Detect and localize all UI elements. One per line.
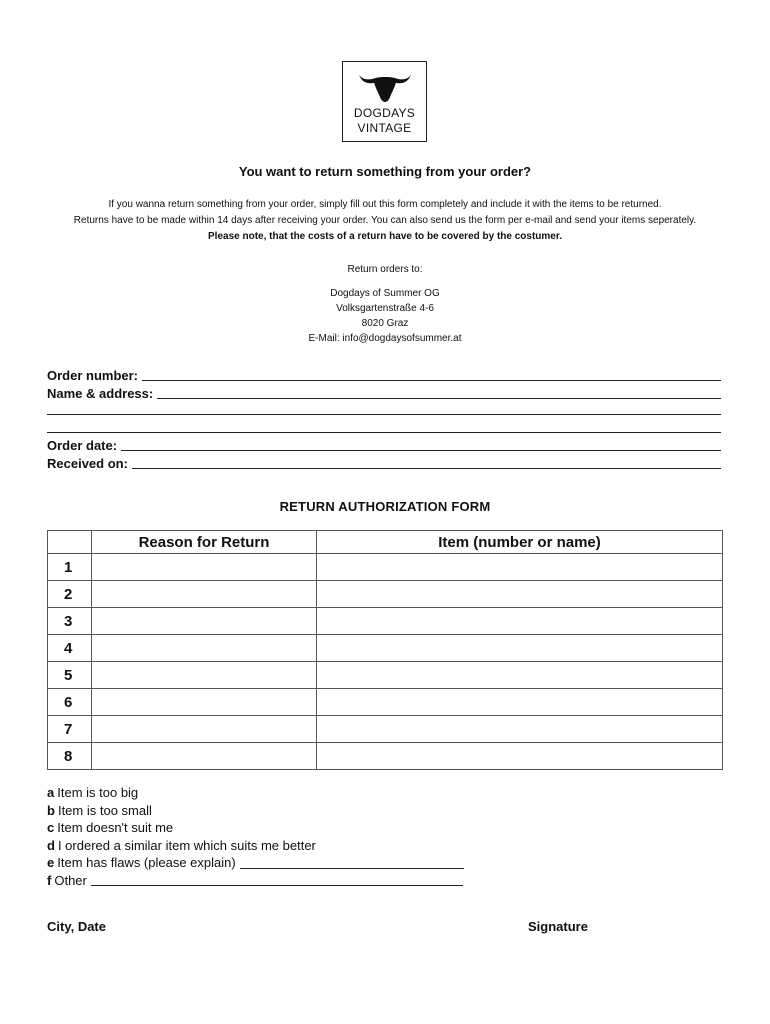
reason-key: d bbox=[47, 837, 55, 853]
order-date-label: Order date: bbox=[47, 438, 118, 453]
city-date-label: City, Date bbox=[47, 919, 106, 934]
brand-logo bbox=[342, 61, 427, 142]
name-address-line-2[interactable] bbox=[47, 414, 721, 415]
reason-item-c bbox=[47, 819, 464, 837]
flaws-explain-line[interactable] bbox=[240, 868, 464, 869]
reason-text: Other bbox=[54, 872, 87, 888]
reason-item-f bbox=[47, 872, 464, 890]
logo-line-1: DOGDAYS bbox=[353, 106, 416, 120]
reason-text: Item has flaws (please explain) bbox=[57, 855, 236, 870]
reason-cell[interactable] bbox=[92, 581, 317, 608]
other-reason-line[interactable] bbox=[91, 885, 463, 886]
reason-cell[interactable] bbox=[92, 554, 317, 581]
reason-key: e bbox=[47, 855, 55, 870]
page-title: You want to return something from your order? bbox=[238, 164, 532, 179]
table-row bbox=[48, 554, 723, 581]
order-number-label: Order number: bbox=[47, 368, 139, 383]
order-number-line[interactable] bbox=[142, 380, 721, 381]
row-number: 4 bbox=[48, 635, 92, 662]
table-row bbox=[48, 689, 723, 716]
table-row bbox=[48, 716, 723, 743]
item-cell[interactable] bbox=[317, 662, 723, 689]
reason-item-e bbox=[47, 854, 464, 872]
order-date-line[interactable] bbox=[121, 450, 721, 451]
item-cell[interactable] bbox=[317, 554, 723, 581]
reason-text: I ordered a similar item which suits me better bbox=[57, 837, 316, 853]
name-address-field[interactable] bbox=[47, 384, 721, 401]
intro-line-2: Returns have to be made within 14 days after receiving your order. You can also send us the form per e-mail and send your items seperately. bbox=[73, 215, 697, 226]
bull-head-icon bbox=[357, 70, 413, 104]
reason-key: c bbox=[47, 820, 55, 835]
return-address bbox=[0, 262, 770, 346]
item-cell[interactable] bbox=[317, 689, 723, 716]
reason-cell[interactable] bbox=[92, 716, 317, 743]
row-number: 2 bbox=[48, 581, 92, 608]
address-street: Volksgartenstraße 4-6 bbox=[336, 303, 434, 314]
reason-cell[interactable] bbox=[92, 608, 317, 635]
received-on-field[interactable] bbox=[47, 454, 721, 471]
reason-cell[interactable] bbox=[92, 635, 317, 662]
form-title: RETURN AUTHORIZATION FORM bbox=[279, 499, 491, 514]
order-number-field[interactable] bbox=[47, 366, 721, 383]
item-cell[interactable] bbox=[317, 608, 723, 635]
row-number: 5 bbox=[48, 662, 92, 689]
intro-line-1: If you wanna return something from your order, simply fill out this form completely and include it with the items to be returned. bbox=[108, 199, 662, 210]
row-number: 8 bbox=[48, 743, 92, 770]
item-cell[interactable] bbox=[317, 743, 723, 770]
table-header-row bbox=[48, 531, 723, 554]
reason-text: Item is too small bbox=[57, 802, 152, 818]
reason-key: a bbox=[47, 785, 55, 800]
reason-key: b bbox=[47, 802, 55, 818]
received-on-label: Received on: bbox=[47, 456, 128, 471]
reason-key: f bbox=[47, 872, 52, 888]
item-cell[interactable] bbox=[317, 635, 723, 662]
reason-text: Item is too big bbox=[57, 785, 139, 800]
address-heading: Return orders to: bbox=[347, 264, 423, 275]
reason-item-a bbox=[47, 784, 464, 802]
table-row bbox=[48, 662, 723, 689]
order-date-field[interactable] bbox=[47, 436, 721, 453]
intro-note: Please note, that the costs of a return have to be covered by the costumer. bbox=[208, 231, 562, 242]
reason-cell[interactable] bbox=[92, 743, 317, 770]
table-header-item: Item (number or name) bbox=[317, 531, 723, 554]
row-number: 6 bbox=[48, 689, 92, 716]
logo-line-2: VINTAGE bbox=[357, 121, 412, 135]
row-number: 1 bbox=[48, 554, 92, 581]
received-on-line[interactable] bbox=[132, 468, 721, 469]
table-header-number bbox=[48, 531, 92, 554]
address-company: Dogdays of Summer OG bbox=[330, 288, 440, 299]
name-address-line-3[interactable] bbox=[47, 432, 721, 433]
intro-text bbox=[0, 197, 770, 245]
reason-cell[interactable] bbox=[92, 689, 317, 716]
row-number: 3 bbox=[48, 608, 92, 635]
address-city: 8020 Graz bbox=[361, 318, 409, 329]
reason-legend bbox=[47, 784, 464, 889]
address-email: E-Mail: info@dogdaysofsummer.at bbox=[308, 333, 462, 344]
row-number: 7 bbox=[48, 716, 92, 743]
table-header-reason: Reason for Return bbox=[92, 531, 317, 554]
reason-item-b bbox=[47, 802, 464, 820]
name-address-line[interactable] bbox=[157, 398, 721, 399]
table-row bbox=[48, 608, 723, 635]
table-row bbox=[48, 743, 723, 770]
reason-text: Item doesn't suit me bbox=[57, 820, 174, 835]
table-row bbox=[48, 581, 723, 608]
reason-item-d bbox=[47, 837, 464, 855]
reason-cell[interactable] bbox=[92, 662, 317, 689]
return-table bbox=[47, 530, 723, 770]
item-cell[interactable] bbox=[317, 716, 723, 743]
table-row bbox=[48, 635, 723, 662]
name-address-label: Name & address: bbox=[47, 386, 154, 401]
item-cell[interactable] bbox=[317, 581, 723, 608]
signature-label: Signature bbox=[528, 919, 588, 934]
